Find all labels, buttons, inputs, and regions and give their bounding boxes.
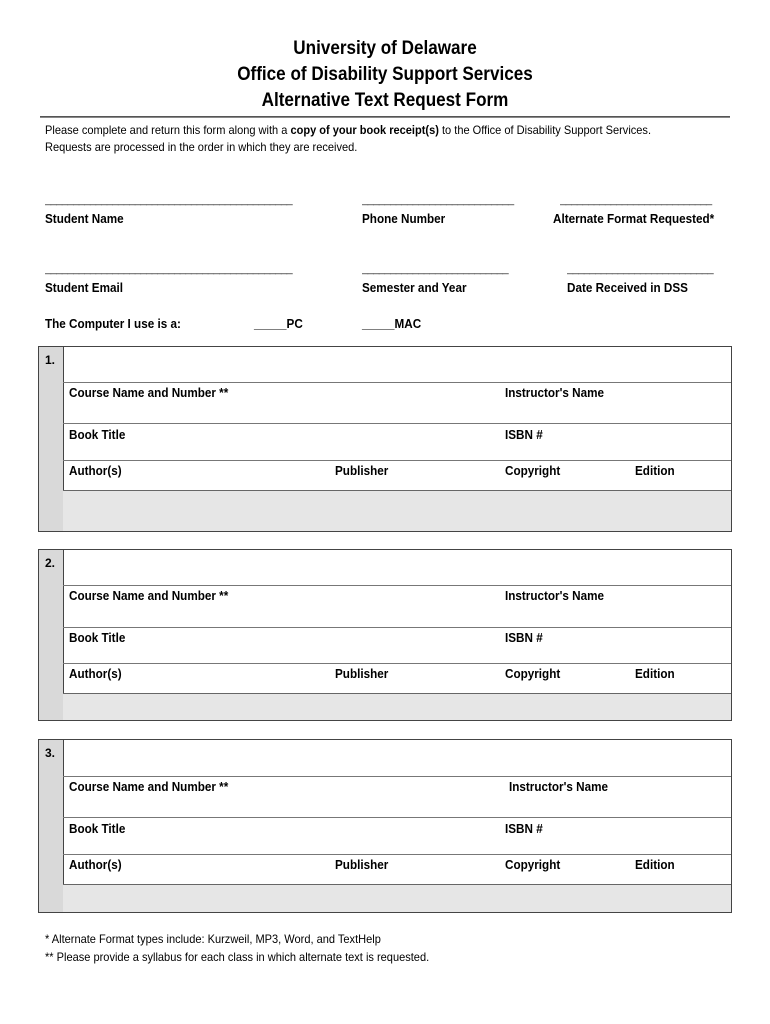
block-number: 1.: [45, 353, 56, 367]
row-divider: [63, 585, 731, 586]
form-title-office: Office of Disability Support Services: [237, 64, 533, 85]
row-divider: [63, 460, 731, 461]
instructor-name-field[interactable]: Instructor's Name: [509, 779, 609, 794]
student-email-blank[interactable]: ____________________________________________: [45, 263, 293, 275]
date-received-label: Date Received in DSS: [567, 280, 688, 295]
row-divider: [63, 423, 731, 424]
block-sidebar: [39, 550, 64, 720]
course-name-field[interactable]: Course Name and Number **: [69, 779, 229, 794]
date-received-blank[interactable]: __________________________: [567, 263, 714, 275]
copyright-field[interactable]: Copyright: [505, 463, 561, 478]
semester-year-blank[interactable]: __________________________: [362, 263, 509, 275]
header-divider: [40, 116, 730, 118]
row-divider: [63, 663, 731, 664]
book-title-field[interactable]: Book Title: [69, 630, 126, 645]
row-divider: [63, 776, 731, 777]
row-divider: [63, 627, 731, 628]
authors-field[interactable]: Author(s): [69, 463, 122, 478]
alternate-format-blank[interactable]: ___________________________: [560, 194, 712, 206]
block-number: 3.: [45, 746, 56, 760]
edition-field[interactable]: Edition: [635, 666, 675, 681]
row-divider: [63, 854, 731, 855]
semester-year-label: Semester and Year: [362, 280, 467, 295]
student-name-label: Student Name: [45, 211, 124, 226]
course-block-1: [38, 346, 732, 532]
intro-paragraph: [45, 122, 680, 156]
row-divider: [63, 817, 731, 818]
course-block-3: [38, 739, 732, 913]
edition-field[interactable]: Edition: [635, 857, 675, 872]
shaded-row: [63, 490, 731, 531]
course-name-field[interactable]: Course Name and Number **: [69, 385, 229, 400]
footnote-alternate-formats: * Alternate Format types include: Kurzweil, MP3, Word, and TextHelp: [45, 932, 381, 946]
phone-number-label: Phone Number: [362, 211, 446, 226]
shaded-row: [63, 693, 731, 720]
mac-option[interactable]: _____MAC: [362, 316, 422, 331]
publisher-field[interactable]: Publisher: [335, 463, 389, 478]
row-divider: [63, 382, 731, 383]
block-sidebar: [39, 347, 64, 531]
student-name-blank[interactable]: ____________________________________________: [45, 194, 293, 206]
intro-bold-text: copy of your book receipt(s): [290, 123, 439, 137]
intro-text-1: Please complete and return this form along with a: [45, 123, 291, 137]
edition-field[interactable]: Edition: [635, 463, 675, 478]
pc-option[interactable]: _____PC: [254, 316, 303, 331]
authors-field[interactable]: Author(s): [69, 857, 122, 872]
book-title-field[interactable]: Book Title: [69, 427, 126, 442]
isbn-field[interactable]: ISBN #: [505, 821, 543, 836]
course-name-field[interactable]: Course Name and Number **: [69, 588, 229, 603]
instructor-name-field[interactable]: Instructor's Name: [505, 385, 605, 400]
alternate-format-label: Alternate Format Requested*: [553, 211, 715, 226]
phone-number-blank[interactable]: ___________________________: [362, 194, 514, 206]
publisher-field[interactable]: Publisher: [335, 666, 389, 681]
copyright-field[interactable]: Copyright: [505, 666, 561, 681]
intro-text-2: to the Office of Disability Support Services. Requests are processed in the order in which they are received.: [45, 123, 652, 154]
copyright-field[interactable]: Copyright: [505, 857, 561, 872]
isbn-field[interactable]: ISBN #: [505, 427, 543, 442]
shaded-row: [63, 884, 731, 912]
isbn-field[interactable]: ISBN #: [505, 630, 543, 645]
authors-field[interactable]: Author(s): [69, 666, 122, 681]
student-email-label: Student Email: [45, 280, 124, 295]
footnote-syllabus: ** Please provide a syllabus for each class in which alternate text is requested.: [45, 950, 430, 964]
block-number: 2.: [45, 556, 56, 570]
course-block-2: [38, 549, 732, 721]
publisher-field[interactable]: Publisher: [335, 857, 389, 872]
form-title-university: University of Delaware: [293, 38, 477, 59]
block-sidebar: [39, 740, 64, 912]
computer-type-label: The Computer I use is a:: [45, 316, 181, 331]
book-title-field[interactable]: Book Title: [69, 821, 126, 836]
form-title-form-name: Alternative Text Request Form: [261, 90, 509, 111]
instructor-name-field[interactable]: Instructor's Name: [505, 588, 605, 603]
